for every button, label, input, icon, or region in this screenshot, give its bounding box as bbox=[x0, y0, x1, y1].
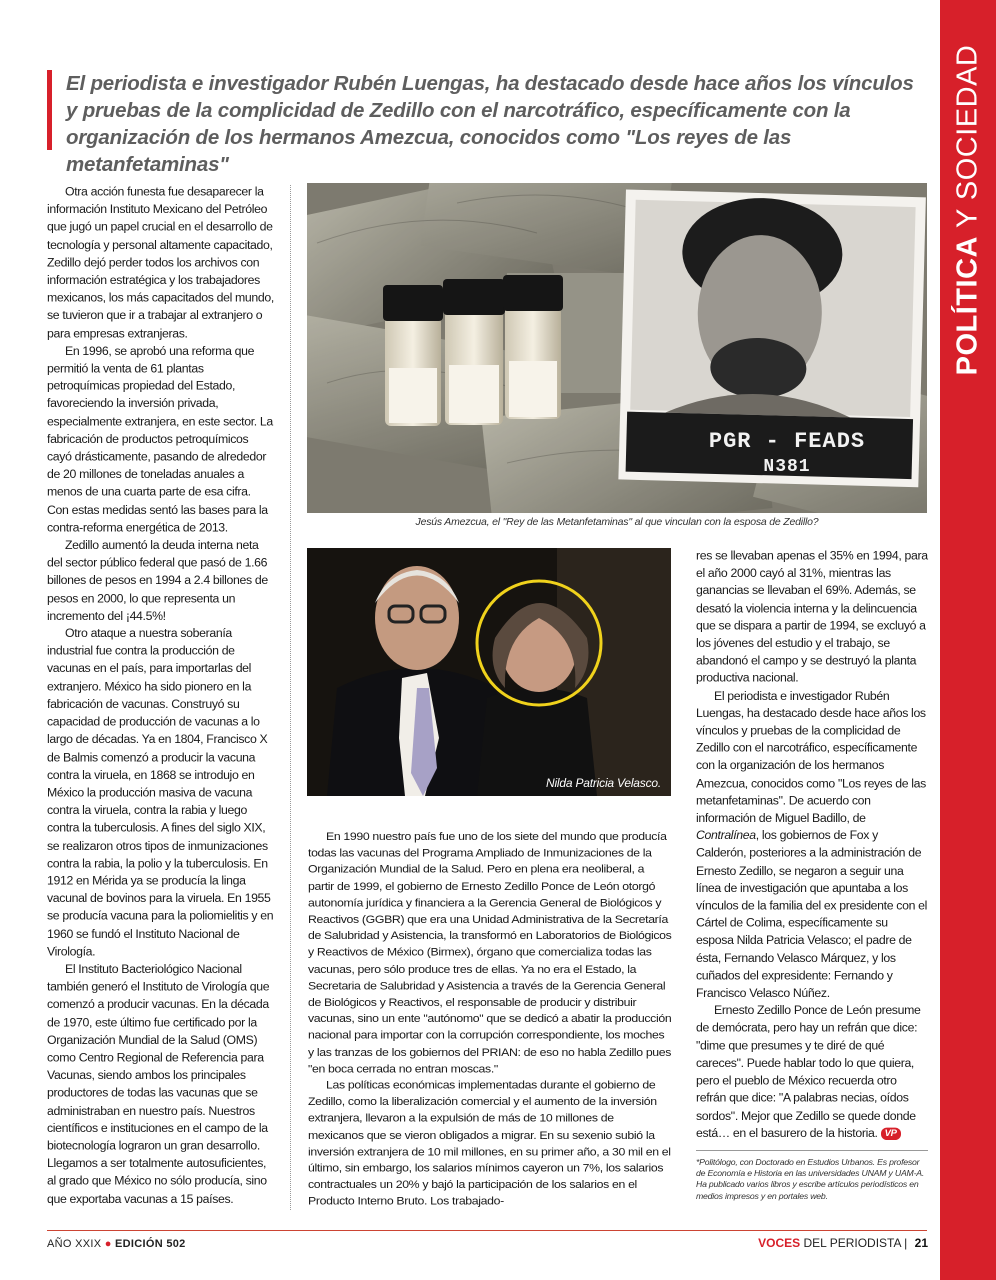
right-column bbox=[696, 547, 928, 1142]
footer-edition: EDICIÓN 502 bbox=[115, 1238, 186, 1250]
bio-divider bbox=[696, 1150, 928, 1151]
mugshot-placard-line2: N381 bbox=[763, 457, 811, 477]
photo-money-vials-mugshot bbox=[307, 183, 927, 513]
footer-brand bbox=[758, 1236, 928, 1250]
pullquote-accent bbox=[47, 70, 52, 150]
right-paragraph-closing bbox=[696, 1002, 928, 1142]
footer-separator: | bbox=[904, 1236, 908, 1250]
left-paragraph: Otro ataque a nuestra soberanía industrial fue contra la producción de vacunas en el país, para importarlas del extranjero. México ha sido pionero en la fabricación de vacunas. Construyó su capacidad de producción de vacunas a lo largo de décadas. Ya en 1804, Francisco X de Balmis comenzó a producir la vacuna contra la viruela, en 1868 se introdujo en México la producción masiva de vacuna contra la viruela, contra la rabia y luego contra la tuberculosis. A fines del siglo XIX, se realizaron otros tipos de inmunizaciones contra la rabia, la polio y la tuberculosis. En 1912 en Mérida ya se producía la linga vacunal de bovinos para la viruela. En 1955 se producía vacuna para la poliomielitis y en 1960 se fundó el Instituto Nacional de Virología. bbox=[47, 626, 274, 959]
footer-brand-bold: VOCES bbox=[758, 1236, 801, 1250]
photo-bottom-caption: Nilda Patricia Velasco. bbox=[545, 776, 661, 790]
left-paragraph: El Instituto Bacteriológico Nacional también generó el Instituto de Virología que comenzó a producir vacunas. En la década de 1970, este último fue certificado por la Organización Mundial de la Salud (OMS) como Centro Regional de Referencia para Vacunas, siendo ambos los principales productores de todas las vacunas que se administraban en nuestro país. Nuestros científicos e instituciones en el campo de la biotecnología lograron un gran desarrollo. Llegamos a ser totalmente autosuficientes, al grado que México no sólo producía, sino que exportaba vacunas a 15 países. bbox=[47, 962, 270, 1206]
vials-graphic bbox=[383, 275, 563, 426]
footer-year: AÑO XXIX bbox=[47, 1238, 102, 1250]
middle-paragraph: En 1990 nuestro país fue uno de los siete del mundo que producía todas las vacunas del Programa Ampliado de Inmunizaciones de la Organización Mundial de la Salud. Pero en plena era neoliberal, a partir de 1999, el gobierno de Ernesto Zedillo Ponce de León otorgó autonomía jurídica y financiera a la Gerencia General de Biológicos y Reactivos (GGBR) que era una Unidad Administrativa de la Secretaría de Salubridad y Asistencia, la transformó en Laboratorios de Biológicos y Reactivos de México (Birmex), órgano que comercializa todas las vacunas, pero sólo produce tres de ellas. Ya no era el Estado, la Secretaria de Salubridad y Asistencia a través de la Gerencia General de Biológicos y Reactivos, el responsable de producir y distribuir vacunas, sino un ente "autónomo" que se dedicó a abatir la producción nacional para importar con la corrupción correspondiente, los moches y las tranzas de los gobiernos del PRIAN: de eso no habla Zedillo pues "en boca cerrada no entran moscas." bbox=[308, 829, 672, 1075]
left-paragraph: Otra acción funesta fue desaparecer la información Instituto Mexicano del Petróleo que jugó un papel crucial en el desarrollo de tecnología y personal altamente capacitado, Zedillo dejó perder todos los archivos con información estratégica y los trabajadores mexicanos, los más capacitados del mundo, se tuvieron que ir a trabajar al extranjero o para empresas extranjeras. bbox=[47, 184, 274, 340]
right-paragraph-luengas-a: El periodista e investigador Rubén Luengas, ha destacado desde hace años los vínculos y pruebas de la complicidad de Zedillo con el narcotráfico, específicamente con la organización de los hermanos Amezcua, conocidos como "Los reyes de las metanfetaminas". De acuerdo con información de Miguel Badillo, de bbox=[696, 688, 926, 825]
page-number: 21 bbox=[914, 1236, 928, 1250]
magazine-name-italic: Contralínea bbox=[696, 828, 756, 843]
left-column bbox=[47, 183, 275, 1208]
photo-couple bbox=[307, 548, 671, 796]
section-label-light: Y SOCIEDAD bbox=[951, 44, 984, 228]
left-paragraph: Zedillo aumentó la deuda interna neta del sector público federal que pasó de 1.66 billones de pesos en 1994 a 2.4 billones de pesos en 2000, lo que representa un incremento del ¡44.5%! bbox=[47, 538, 268, 623]
middle-column bbox=[308, 828, 672, 1210]
right-paragraph-continuation: res se llevaban apenas el 35% en 1994, para el año 2000 cayó al 31%, mientras las ganancias se llevaban el 69%. Además, se desató la violencia interna y la delincuencia que se dispara a partir de 1994, se excluyó a los jóvenes del estudio y el trabajo, se abandonó el campo y se destruyó la planta productiva nacional. bbox=[696, 548, 928, 685]
vp-end-badge: VP bbox=[881, 1127, 901, 1139]
section-label-bold: POLÍTICA bbox=[951, 236, 984, 376]
right-paragraph-luengas-b: , los gobiernos de Fox y Calderón, posteriores a la administración de Ernesto Zedillo, se negaron a seguir una línea de investigación que apuntaba a los vínculos de la familia del ex presidente con el Cártel de Colima, específicamente su esposa Nilda Patricia Velasco; el padre de ésta, Fernando Velasco Márquez, y los cuñados del expresidente: Fernando y Francisco Velasco Núñez. bbox=[696, 828, 927, 1000]
right-paragraph-closing-text: Ernesto Zedillo Ponce de León presume de demócrata, pero hay un refrán que dice: "dime que presumes y te diré de qué careces". Puede hablar todo lo que quiera, pero el pueblo de México recuerda otro refrán que dice: "A palabras necias, oídos sordos". Mejor que Zedillo se quede donde está… en el basurero de la historia. bbox=[696, 1003, 921, 1140]
photo-top-caption: Jesús Amezcua, el "Rey de las Metanfetaminas" al que vinculan con la esposa de Zedillo? bbox=[415, 516, 819, 528]
footer-rule bbox=[47, 1230, 927, 1231]
footer-brand-rest: DEL PERIODISTA bbox=[803, 1236, 901, 1250]
right-paragraph-luengas bbox=[696, 687, 928, 1002]
pullquote: El periodista e investigador Rubén Luengas, ha destacado desde hace años los vínculos y pruebas de la complicidad de Zedillo con el narcotráfico, específicamente con la organización de los hermanos Amezcua, conocidos como "Los reyes de las metanfetaminas" bbox=[66, 72, 914, 176]
footer-issue bbox=[47, 1238, 186, 1250]
footer-dot-icon: ● bbox=[104, 1238, 112, 1250]
middle-paragraph: Las políticas económicas implementadas durante el gobierno de Zedillo, como la liberalización comercial y el aumento de la inversión extranjera, llevaron a la expulsión de más de 10 millones de mexicanos que se vieron obligados a migrar. En su sexenio subió la inversión extranjera de 10 mil millones, en su primer año, a 30 mil en el último, sin embargo, los salarios mínimos cayeron un 7%, los salarios contractuales un 20% y bajó la participación de los salarios en el Producto Interno Bruto. Los trabajado- bbox=[308, 1078, 671, 1208]
section-label bbox=[952, 45, 985, 376]
column-divider bbox=[290, 185, 291, 1210]
mugshot-placard-line1: PGR - FEADS bbox=[708, 429, 866, 454]
left-paragraph: En 1996, se aprobó una reforma que permitió la venta de 61 plantas petroquímicas propiedad del Estado, favoreciendo la inversión privada, especialmente extranjera, en este sector. La fabricación de productos petroquímicos cayó drásticamente, pasando de alrededor de 20 millones de toneladas anuales a menos de una cuarta parte de esa cifra. Con estas medidas sentó las bases para la contra-reforma energética de 2013. bbox=[47, 343, 273, 535]
author-bio: *Politólogo, con Doctorado en Estudios Urbanos. Es profesor de Economía e Historia en las universidades UNAM y UAM-A. Ha publicado varios libros y escribe artículos periodísticos en medios impresos y en portales web. bbox=[696, 1157, 925, 1201]
